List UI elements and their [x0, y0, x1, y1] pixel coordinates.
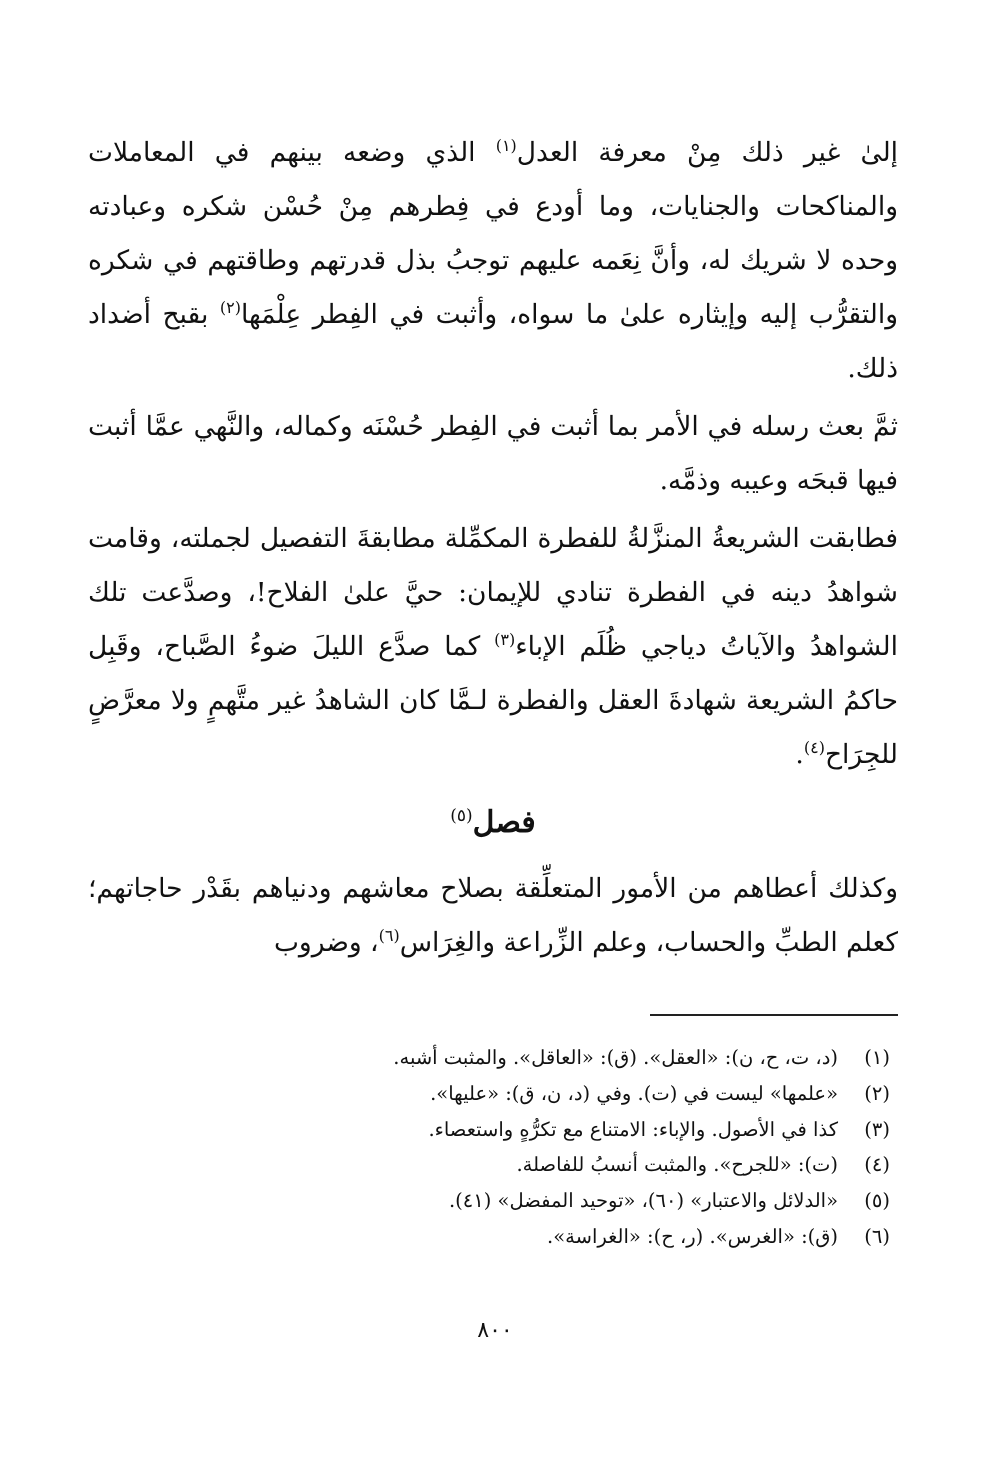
footnote-number: (٣): [864, 1117, 890, 1141]
footnote-text: (د، ت، ح، ن): «العقل». (ق): «العاقل». والمثبت أشبه.: [393, 1046, 838, 1069]
footnote-marker-3: (٣): [494, 630, 516, 650]
paragraph-3-part-b: كما صدَّع الليلَ ضوءُ الصَّباح، وقَبِل حاكمُ الشريعة شهادةَ العقل والفطرة لـمَّا كان الشاهدُ غير متَّهمٍ ولا معرَّضٍ للجِرَاح: [88, 631, 898, 770]
footnote-3: [90, 1112, 890, 1148]
paragraph-3: [88, 512, 898, 782]
footnote-text: كذا في الأصول. والإباء: الامتناع مع تكرُّهٍ واستعصاء.: [428, 1117, 838, 1141]
paragraph-1-part-b: الذي وضعه بينهم في المعاملات والمناكحات والجنايات، وما أودع في فِطرهم مِنْ حُسْن شكره وعبادته وحده لا شريك له، وأنَّ نِعَمه عليهم توجبُ بذل قدرتهم وطاقتهم في شكره والتقرُّب إليه وإيثاره علىٰ ما سواه، وأثبت في الفِطر عِلْمَها: [88, 137, 898, 330]
footnote-6: [90, 1219, 890, 1255]
footnote-number: (٦): [864, 1224, 890, 1248]
footnote-text: «الدلائل والاعتبار» (٦٠)، «توحيد المفضل» (٤١).: [448, 1189, 838, 1213]
section-heading-label: فصل: [472, 805, 536, 840]
paragraph-2: [88, 400, 898, 508]
footnote-5: [90, 1183, 890, 1219]
footnote-text: «علمها» ليست في (ت). وفي (د، ن، ق): «عليها».: [430, 1081, 838, 1105]
paragraph-3-part-a: فطابقت الشريعةُ المنزَّلةُ للفطرة المكمِّلة مطابقةَ التفصيل لجملته، وقامت شواهدُ دينه في الفطرة تنادي للإيمان: حيَّ علىٰ الفلاح!، وصدَّعت تلك الشواهدُ والآياتُ دياجي ظُلَم الإباء: [88, 523, 898, 662]
page-number: ٨٠٠: [477, 1318, 513, 1343]
paragraph-4-part-b: ، وضروب: [273, 927, 379, 958]
footnote-number: (٤): [864, 1153, 890, 1177]
footnote-text: (ت): «للجرح». والمثبت أنسبُ للفاصلة.: [516, 1153, 838, 1177]
main-text: [88, 126, 898, 970]
footnote-4: [90, 1147, 890, 1183]
footnote-number: (٥): [864, 1189, 890, 1213]
paragraph-4-part-a: وكذلك أعطاهم من الأمور المتعلِّقة بصلاح معاشهم ودنياهم بقَدْر حاجاتهم؛ كعلم الطبِّ والحساب، وعلم الزِّراعة والغِرَاس: [88, 873, 898, 958]
paragraph-2-text: ثمَّ بعث رسله في الأمر بما أثبت في الفِطر حُسْنَه وكماله، والنَّهي عمَّا أثبت فيها قبحَه وعيبه وذمَّه.: [88, 411, 898, 496]
paragraph-1-part-a: إلىٰ غير ذلك مِنْ معرفة العدل: [516, 137, 898, 168]
footnote-marker-5: (٥): [450, 806, 473, 826]
footnote-marker-2: (٢): [219, 298, 241, 318]
footnote-marker-6: (٦): [378, 926, 400, 946]
footnote-separator: [650, 1014, 898, 1016]
footnote-marker-1: (١): [495, 136, 517, 156]
footnote-1: [90, 1040, 890, 1076]
paragraph-1-part-c: بقبح أضداد ذلك.: [88, 299, 898, 384]
footnote-number: (٢): [864, 1081, 890, 1105]
paragraph-3-part-c: .: [795, 739, 804, 770]
section-heading: [88, 796, 898, 850]
footnote-number: (١): [864, 1046, 890, 1069]
paragraph-1: [88, 126, 898, 396]
footnote-text: (ق): «الغرس». (ر، ح): «الغراسة».: [547, 1224, 838, 1248]
footnote-marker-4: (٤): [803, 738, 825, 758]
footnotes-list: [90, 1040, 890, 1255]
footnote-2: [90, 1076, 890, 1112]
paragraph-4: [88, 862, 898, 970]
